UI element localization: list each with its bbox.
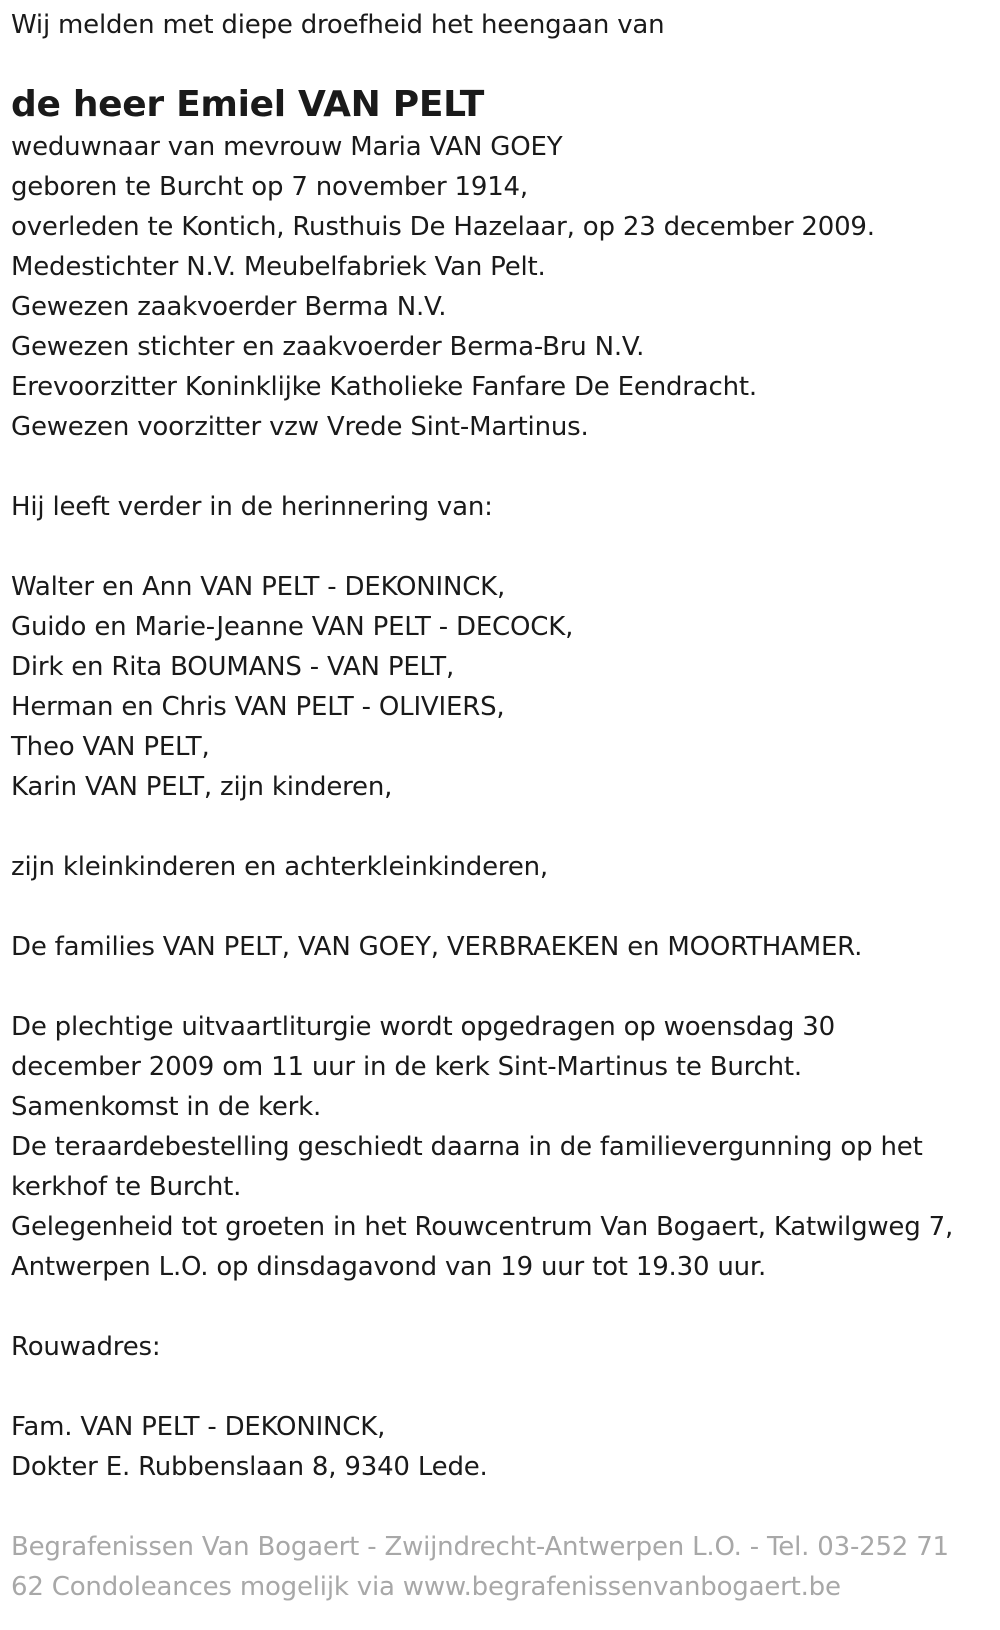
address-label: Rouwadres: [11,1332,161,1362]
ceremony-details [11,1007,996,1287]
address-line: Fam. VAN PELT - DEKONINCK, [11,1412,386,1442]
intro-text: Wij melden met diepe droefheid het heengaan van [11,10,665,40]
ceremony-line: De plechtige uitvaartliturgie wordt opgedragen op woensdag 30 [11,1012,835,1042]
bio-line: Gewezen zaakvoerder Berma N.V. [11,292,447,322]
ceremony-line: Antwerpen L.O. op dinsdagavond van 19 uur tot 19.30 uur. [11,1252,767,1282]
ceremony-line: Gelegenheid tot groeten in het Rouwcentrum Van Bogaert, Katwilgweg 7, [11,1212,954,1242]
bio-line: Erevoorzitter Koninklijke Katholieke Fanfare De Eendracht. [11,372,757,402]
bio-line: Gewezen stichter en zaakvoerder Berma-Bru N.V. [11,332,645,362]
spacer [11,447,996,487]
bio-line: Medestichter N.V. Meubelfabriek Van Pelt. [11,252,546,282]
footer-line: Begrafenissen Van Bogaert - Zwijndrecht-Antwerpen L.O. - Tel. 03-252 71 [11,1532,949,1562]
ceremony-line: De teraardebestelling geschiedt daarna in de familievergunning op het [11,1132,923,1162]
spacer [11,807,996,847]
ceremony-line: kerkhof te Burcht. [11,1172,242,1202]
families-line: De families VAN PELT, VAN GOEY, VERBRAEKEN en MOORTHAMER. [11,932,863,962]
child-line: Dirk en Rita BOUMANS - VAN PELT, [11,652,455,682]
bio-line: geboren te Burcht op 7 november 1914, [11,172,528,202]
footer-line: 62 Condoleances mogelijk via www.begrafenissenvanbogaert.be [11,1572,841,1602]
bio-line: overleden te Kontich, Rusthuis De Hazelaar, op 23 december 2009. [11,212,875,242]
bio-line: weduwnaar van mevrouw Maria VAN GOEY [11,132,563,162]
spacer [11,967,996,1007]
funeral-home-footer [11,1527,996,1607]
mourning-address [11,1407,996,1487]
spacer [11,1287,996,1327]
children-list [11,567,996,807]
grandchildren-line: zijn kleinkinderen en achterkleinkinderen, [11,852,548,882]
child-line: Guido en Marie-Jeanne VAN PELT - DECOCK, [11,612,574,642]
deceased-name: de heer Emiel VAN PELT [11,84,485,125]
obituary-notice [11,0,996,1607]
spacer [11,887,996,927]
address-line: Dokter E. Rubbenslaan 8, 9340 Lede. [11,1452,488,1482]
child-line: Karin VAN PELT, zijn kinderen, [11,772,393,802]
spacer [11,1367,996,1407]
bio-line: Gewezen voorzitter vzw Vrede Sint-Martinus. [11,412,589,442]
ceremony-line: Samenkomst in de kerk. [11,1092,322,1122]
child-line: Theo VAN PELT, [11,732,210,762]
child-line: Herman en Chris VAN PELT - OLIVIERS, [11,692,505,722]
memory-intro: Hij leeft verder in de herinnering van: [11,492,493,522]
biography [11,127,996,447]
ceremony-line: december 2009 om 11 uur in de kerk Sint-Martinus te Burcht. [11,1052,802,1082]
child-line: Walter en Ann VAN PELT - DEKONINCK, [11,572,506,602]
spacer [11,527,996,567]
